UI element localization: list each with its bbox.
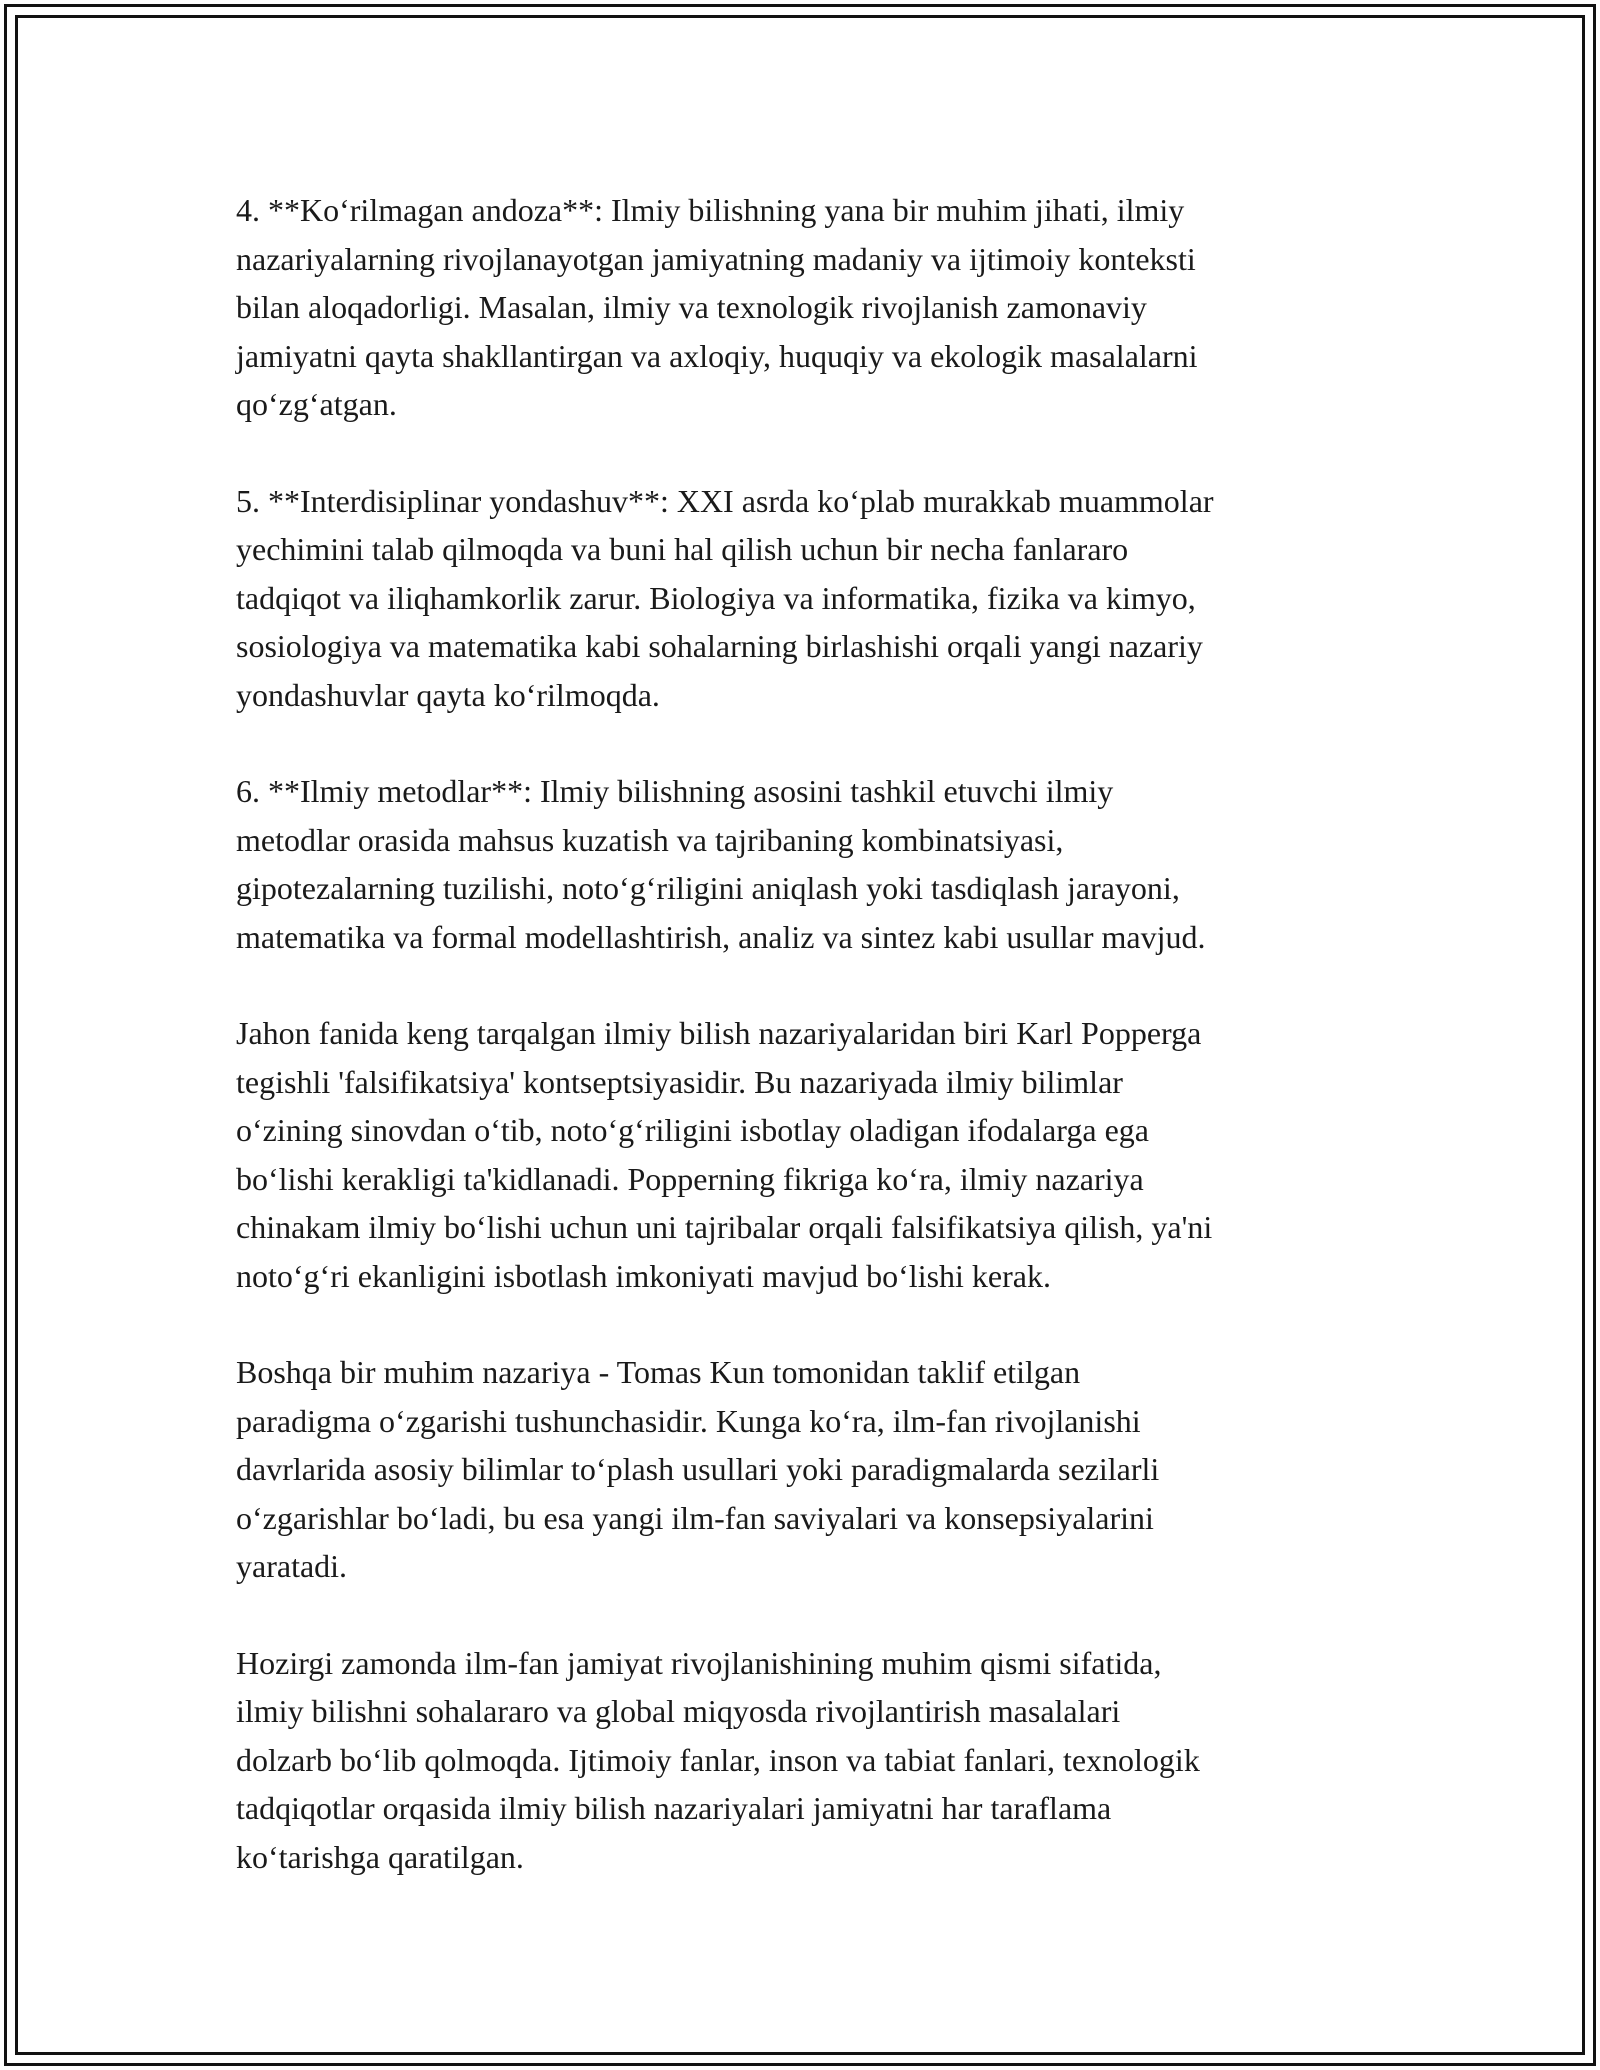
text-line: Jahon fanida keng tarqalgan ilmiy bilish nazariyalaridan biri Karl Popperga	[236, 1015, 1202, 1051]
text-line: yaratadi.	[236, 1548, 348, 1584]
text-line: yechimini talab qilmoqda va buni hal qilish uchun bir necha fanlararo	[236, 531, 1129, 567]
text-line: tadqiqot va iliqhamkorlik zarur. Biologiya va informatika, fizika va kimyo,	[236, 579, 1196, 616]
text-line: nazariyalarning rivojlanayotgan jamiyatning madaniy va ijtimoiy konteksti	[236, 240, 1196, 277]
text-line: qoʻzgʻatgan.	[236, 386, 397, 422]
text-line: sosiologiya va matematika kabi sohalarning birlashishi orqali yangi nazariy	[236, 628, 1203, 664]
text-line: oʻzining sinovdan oʻtib, notoʻgʻriligini isbotlay oladigan ifodalarga ega	[236, 1112, 1149, 1148]
text-line: davrlarida asosiy bilimlar toʻplash usullari yoki paradigmalarda sezilarli	[236, 1451, 1160, 1487]
text-line: boʻlishi kerakligi ta'kidlanadi. Popperning fikriga koʻra, ilmiy nazariya	[236, 1160, 1144, 1197]
text-line: 5. **Interdisiplinar yondashuv**: XXI asrda koʻplab murakkab muammolar	[236, 482, 1214, 519]
text-line: ilmiy bilishni sohalararo va global miqyosda rivojlantirish masalalari	[236, 1693, 1121, 1729]
text-line: oʻzgarishlar boʻladi, bu esa yangi ilm-fan saviyalari va konsepsiyalarini	[236, 1499, 1154, 1536]
text-line: jamiyatni qayta shakllantirgan va axloqiy, huquqiy va ekologik masalalarni	[236, 337, 1198, 374]
text-line: notoʻgʻri ekanligini isbotlash imkoniyati mavjud boʻlishi kerak.	[236, 1257, 1051, 1294]
paragraph-kun-paradigma	[236, 1348, 1376, 1591]
text-line: koʻtarishga qaratilgan.	[236, 1838, 524, 1875]
document-body	[236, 186, 1376, 1929]
paragraph-korilmagan-andoza	[236, 186, 1376, 429]
text-line: Hozirgi zamonda ilm-fan jamiyat rivojlanishining muhim qismi sifatida,	[236, 1644, 1162, 1681]
text-line: chinakam ilmiy boʻlishi uchun uni tajribalar orqali falsifikatsiya qilish, ya'ni	[236, 1209, 1213, 1245]
text-line: paradigma oʻzgarishi tushunchasidir. Kunga koʻra, ilm-fan rivojlanishi	[236, 1402, 1141, 1439]
paragraph-hozirgi-zamon	[236, 1639, 1376, 1882]
text-line: tadqiqotlar orqasida ilmiy bilish nazariyalari jamiyatni har taraflama	[236, 1790, 1112, 1826]
text-line: yondashuvlar qayta koʻrilmoqda.	[236, 676, 660, 713]
text-line: matematika va formal modellashtirish, analiz va sintez kabi usullar mavjud.	[236, 918, 1206, 955]
text-line: 6. **Ilmiy metodlar**: Ilmiy bilishning asosini tashkil etuvchi ilmiy	[236, 773, 1114, 809]
text-line: 4. **Koʻrilmagan andoza**: Ilmiy bilishning yana bir muhim jihati, ilmiy	[236, 192, 1185, 228]
text-line: tegishli 'falsifikatsiya' kontseptsiyasidir. Bu nazariyada ilmiy bilimlar	[236, 1063, 1123, 1100]
text-line: Boshqa bir muhim nazariya - Tomas Kun tomonidan taklif etilgan	[236, 1354, 1081, 1390]
text-line: metodlar orasida mahsus kuzatish va tajribaning kombinatsiyasi,	[236, 821, 1064, 858]
text-line: bilan aloqadorligi. Masalan, ilmiy va texnologik rivojlanish zamonaviy	[236, 289, 1147, 325]
paragraph-interdisiplinar-yondashuv	[236, 477, 1376, 720]
text-line: gipotezalarning tuzilishi, notoʻgʻriligini aniqlash yoki tasdiqlash jarayoni,	[236, 870, 1180, 906]
paragraph-ilmiy-metodlar	[236, 767, 1376, 961]
paragraph-popper-falsifikatsiya	[236, 1009, 1376, 1300]
text-line: dolzarb boʻlib qolmoqda. Ijtimoiy fanlar, inson va tabiat fanlari, texnologik	[236, 1741, 1200, 1778]
